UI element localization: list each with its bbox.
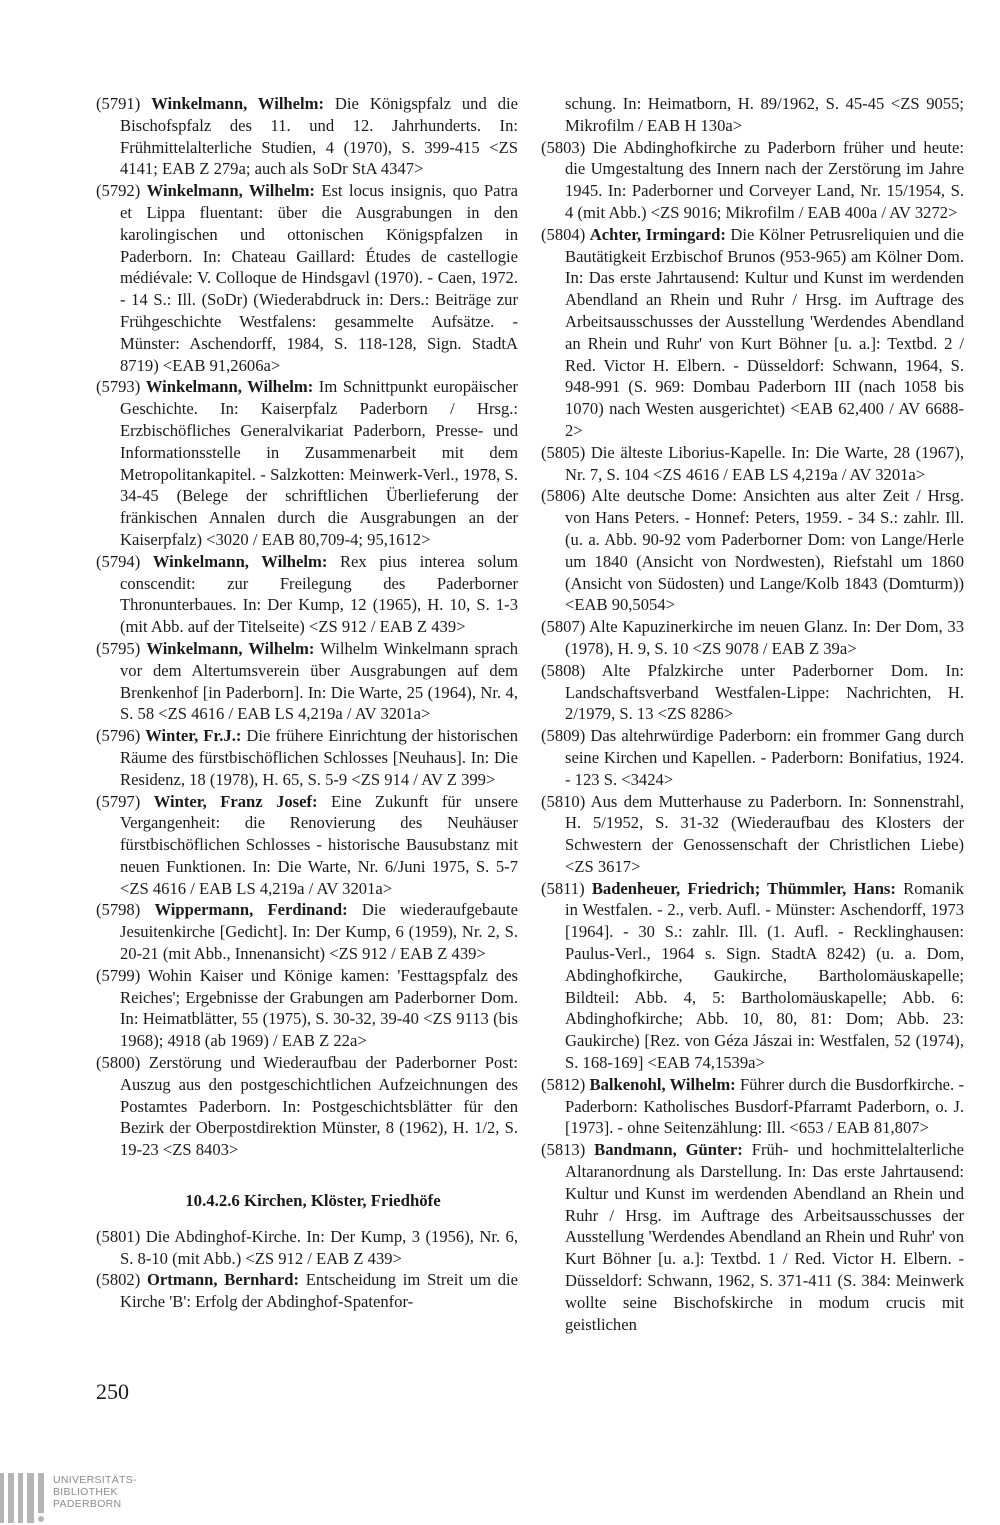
entry-number: (5794) xyxy=(96,551,141,571)
entry-text: Alte Kapuzinerkirche im neuen Glanz. In: Der Dom, 33 (1978), H. 9, S. 10 <ZS 9078 / EAB Z 39a> xyxy=(565,617,964,658)
entry-text: Est locus insignis, quo Patra et Lippa fluentant: über die Ausgrabungen in den karolingischen und ottonischen Königspfalzen in Paderborn. In: Chateau Gaillard: Études de castellogie médiévale: V. Colloque de Hindsgavl (1970). - Caen, 1972. - 14 S.: Ill. (SoDr) (Wiederabdruck in: Ders.: Beiträge zur Frühgeschichte Westfalens: gesammelte Aufsätze. - Münster: Aschendorff, 1984, S. 118-128, Sign. StadtA 8719) <EAB 91,2606a> xyxy=(120,181,518,375)
entry-number: (5799) xyxy=(96,965,141,985)
entry-author: Achter, Irmingard: xyxy=(589,224,726,244)
entry-number: (5810) xyxy=(541,791,586,811)
entry-author: Badenheuer, Friedrich; Thümmler, Hans: xyxy=(591,878,896,898)
entry-number: (5806) xyxy=(541,486,586,506)
bibliography-entry xyxy=(541,442,964,486)
bibliography-entry xyxy=(541,791,964,878)
entry-number: (5797) xyxy=(96,791,141,811)
bibliography-entry xyxy=(541,1139,965,1335)
entry-text: Das altehrwürdige Paderborn: ein frommer Gang durch seine Kirchen und Kapellen. - Paderborn: Bonifatius, 1924. - 123 S. <3424> xyxy=(565,726,964,789)
bibliography-entry xyxy=(541,1074,965,1139)
entry-author: Winkelmann, Wilhelm: xyxy=(151,94,324,113)
entry-author: Wippermann, Ferdinand: xyxy=(154,900,348,920)
entry-number: (5800) xyxy=(96,1053,141,1073)
entry-text: Führer durch die Busdorfkirche. - Paderborn: Katholisches Busdorf-Pfarramt Paderborn, o. J. [1973]. - ohne Seitenzählung: Ill. <653 / EAB 81,807> xyxy=(565,1074,965,1138)
entry-number: (5804) xyxy=(541,224,586,244)
library-logo-line1: UNIVERSITÄTS- xyxy=(53,1474,137,1486)
entry-text: Wilhelm Winkelmann sprach vor dem Altertumsverein über Ausgrabungen auf dem Brenkenhof [in Paderborn]. In: Die Warte, 25 (1964), Nr. 4, S. 58 <ZS 4616 / EAB LS 4,219a / AV 3201a> xyxy=(120,638,518,724)
entry-number: (5801) xyxy=(96,1226,141,1246)
bibliography-entry xyxy=(541,725,964,790)
entry-author: Ortmann, Bernhard: xyxy=(147,1270,299,1290)
entry-text: Die Kölner Petrusreliquien und die Bautätigkeit Erzbischof Brunos (953-965) am Kölner Dom. In: Das erste Jahrtausend: Kultur und Kunst im werdenden Abendland an Rhein und Ruhr / Hrsg. im Auftrage des Arbeitsausschusses der Ausstellung 'Werdendes Abendland an Rhein und Ruhr' von Kurt Böhner [u. a.]: Textbd. 2 / Red. Victor H. Elbern. - Düsseldorf: Schwann, 1964, S. 948-991 (S. 969: Dombau Paderborn III (nach 1058 bis 1070) nach Westen ausgerichtet) <EAB 62,400 / AV 6688-2> xyxy=(565,224,965,440)
entry-text: Alte deutsche Dome: Ansichten aus alter Zeit / Hrsg. von Hans Peters. - Honnef: Peters, 1959. - 34 S.: zahlr. Ill. (u. a. Abb. 90-92 vom Paderborner Dom: von Lange/Herle um 1840 (Ansicht von Nordwesten), Riefstahl um 1860 (Ansicht von Südosten) und Lange/Kolb 1843 (Domturm)) <EAB 90,5054> xyxy=(565,486,964,615)
entry-text: Im Schnittpunkt europäischer Geschichte. In: Kaiserpfalz Paderborn / Hrsg.: Erzbischöfliches Generalvikariat Paderborn, Presse- und Informationsstelle in Zusammenarbeit mit dem Metropolitankapitel. - Salzkotten: Meinwerk-Verl., 1978, S. 34-45 (Belege der schriftlichen Überlieferung der fränkischen Annalen durch die Ausgrabungen an der Kaiserpfalz) <3020 / EAB 80,709-4; 95,1612> xyxy=(120,377,518,549)
entry-number: (5807) xyxy=(541,617,586,637)
library-logo-text xyxy=(53,1474,137,1510)
entry-text: Früh- und hochmittelalterliche Altaranordnung als Darstellung. In: Das erste Jahrtausend: Kultur und Kunst im werdenden Abendland an Rhein und Ruhr / Hrsg. im Auftrage des Arbeitsausschusses der Ausstellung 'Werdendes Abendland an Rhein und Ruhr' von Kurt Böhner [u. a.]: Textbd. 1 / Red. Victor H. Elbern. - Düsseldorf: Schwann, 1962, S. 371-411 (S. 384: Meinwerk wollte seine Bischofskirche in modum crucis mit geistlichen xyxy=(565,1140,965,1334)
entry-text: Die Abdinghof-Kirche. In: Der Kump, 3 (1956), Nr. 6, S. 8-10 (mit Abb.) <ZS 912 / EAB Z 439> xyxy=(120,1226,518,1268)
bibliography-entry xyxy=(96,791,518,900)
entry-text: Die Königspfalz und die Bischofspfalz des 11. und 12. Jahrhunderts. In: Frühmittelalterliche Studien, 4 (1970), S. 399-415 <ZS 4141; EAB Z 279a; auch als SoDr StA 4347> xyxy=(120,94,518,179)
bibliography-entry xyxy=(541,878,964,1074)
entry-text: Die frühere Einrichtung der historischen Räume des fürstbischöflichen Schlosses [Neuhaus]. In: Die Residenz, 18 (1978), H. 65, S. 5-9 <ZS 914 / AV Z 399> xyxy=(120,726,518,789)
entry-text: Entscheidung im Streit um die Kirche 'B': Erfolg der Abdinghof-Spatenfor- xyxy=(120,1270,519,1312)
entry-text: Zerstörung und Wiederaufbau der Paderborner Post: Auszug aus den postgeschichtlichen Aufzeichnungen des Postamtes Paderborn. In: Postgeschichtsblätter für den Bezirk der Oberpostdirektion Münster, 8 (1962), H. 1/2, S. 19-23 <ZS 8403> xyxy=(120,1053,518,1160)
left-column xyxy=(96,93,518,1313)
bibliography-entry xyxy=(96,93,518,180)
entry-author: Balkenohl, Wilhelm: xyxy=(589,1074,736,1094)
bibliography-entry xyxy=(96,638,518,725)
entry-text: Die älteste Liborius-Kapelle. In: Die Warte, 28 (1967), Nr. 7, S. 104 <ZS 4616 / EAB LS 4,219a / AV 3201a> xyxy=(565,442,964,484)
right-column xyxy=(541,93,964,1335)
bibliography-entry xyxy=(96,899,518,964)
entry-number: (5793) xyxy=(96,377,141,397)
entry-text: Aus dem Mutterhause zu Paderborn. In: Sonnenstrahl, H. 5/1952, S. 31-32 (Wiederaufbau des Klosters der Schwestern der Genossenschaft der Christlichen Liebe) <ZS 3617> xyxy=(565,791,964,876)
entry-author: Winkelmann, Wilhelm: xyxy=(146,181,315,201)
entry-number: (5812) xyxy=(541,1074,586,1094)
bibliography-entry xyxy=(96,376,518,550)
library-logo-line3: PADERBORN xyxy=(53,1498,122,1510)
bibliography-entry xyxy=(541,137,964,224)
entry-author: Winkelmann, Wilhelm: xyxy=(146,638,315,658)
bibliography-entry xyxy=(96,551,518,638)
entry-number: (5809) xyxy=(541,726,586,746)
entry-author: Winkelmann, Wilhelm: xyxy=(152,551,328,571)
library-logo xyxy=(0,1471,150,1525)
bibliography-entry xyxy=(541,660,964,725)
entry-number: (5798) xyxy=(96,900,141,920)
page-number: 250 xyxy=(96,1379,129,1404)
entry-number: (5813) xyxy=(541,1140,586,1160)
entry-text: Eine Zukunft für unsere Vergangenheit: die Renovierung des Neuhäuser fürstbischöflichen Schlosses - historische Bausubstanz mit neuen Funktionen. In: Die Warte, Nr. 6/Juni 1975, S. 5-7 <ZS 4616 / EAB LS 4,219a / AV 3201a> xyxy=(120,791,518,898)
entry-number: (5796) xyxy=(96,726,141,746)
entry-number: (5802) xyxy=(96,1270,141,1290)
bibliography-entry xyxy=(541,485,964,616)
library-logo-icon xyxy=(0,1473,48,1523)
entry-author: Winkelmann, Wilhelm: xyxy=(145,377,314,397)
entry-text: Alte Pfalzkirche unter Paderborner Dom. In: Landschaftsverband Westfalen-Lippe: Nachrichten, H. 2/1979, S. 13 <ZS 8286> xyxy=(565,660,964,724)
entry-author: Winter, Franz Josef: xyxy=(153,791,318,811)
entry-continuation: schung. In: Heimatborn, H. 89/1962, S. 45-45 <ZS 9055; Mikrofilm / EAB H 130a> xyxy=(565,94,964,135)
entry-text: Wohin Kaiser und Könige kamen: 'Festtagspfalz des Reiches'; Ergebnisse der Grabungen am Paderborner Dom. In: Heimatblätter, 55 (1975), S. 30-32, 39-40 <ZS 9113 (bis 1968); 4918 (ab 1969) / EAB Z 22a> xyxy=(120,965,518,1051)
entry-number: (5811) xyxy=(541,878,585,898)
entry-text: Rex pius interea solum conscendit: zur Freilegung des Paderborner Thronunterbaues. In: Der Kump, 12 (1965), H. 10, S. 1-3 (mit Abb. auf der Titelseite) <ZS 912 / EAB Z 439> xyxy=(120,551,518,637)
entry-text: Romanik in Westfalen. - 2., verb. Aufl. - Münster: Aschendorff, 1973 [1964]. - 30 S.: zahlr. Ill. (1. Aufl. - Recklinghausen: Paulus-Verl., 1964 s. Sign. StadtA 8242) (u. a. Dom, Abdinghofkirche, Gaukirche, Bartholomäuskapelle; Bildteil: Abb. 4, 5: Bartholomäuskapelle; Abb. 6: Abdinghofkirche; Abb. 10, 80, 81: Dom; Abb. 23: Gaukirche) [Rez. von Géza Jászai in: Westfalen, 52 (1974), S. 168-169] <EAB 74,1539a> xyxy=(565,878,964,1073)
entry-number: (5803) xyxy=(541,137,586,157)
bibliography-entry xyxy=(96,1226,518,1270)
entry-number: (5795) xyxy=(96,638,141,658)
entry-author: Bandmann, Günter: xyxy=(594,1140,743,1160)
bibliography-entry xyxy=(96,1269,519,1313)
bibliography-entry xyxy=(96,1052,518,1161)
bibliography-entry xyxy=(541,224,965,442)
bibliography-entry xyxy=(96,965,518,1052)
bibliography-entry xyxy=(541,616,964,660)
library-logo-line2: BIBLIOTHEK xyxy=(53,1486,118,1498)
entry-text: Die Abdinghofkirche zu Paderborn früher und heute: die Umgestaltung des Innern nach der Zerstörung im Jahre 1945. In: Paderborner und Corveyer Land, Nr. 15/1954, S. 4 (mit Abb.) <ZS 9016; Mikrofilm / EAB 400a / AV 3272> xyxy=(565,137,964,222)
section-heading: 10.4.2.6 Kirchen, Klöster, Friedhöfe xyxy=(185,1191,441,1211)
entry-number: (5808) xyxy=(541,660,586,680)
entry-number: (5805) xyxy=(541,442,586,462)
bibliography-entry xyxy=(96,725,518,790)
entry-author: Winter, Fr.J.: xyxy=(145,726,242,746)
bibliography-entry xyxy=(96,180,518,376)
entry-text: Die wiederaufgebaute Jesuitenkirche [Gedicht]. In: Der Kump, 6 (1959), Nr. 2, S. 20-21 (mit Abb., Innenansicht) <ZS 912 / EAB Z 439> xyxy=(120,900,518,964)
entry-number: (5792) xyxy=(96,181,141,201)
entry-number: (5791) xyxy=(96,94,141,113)
